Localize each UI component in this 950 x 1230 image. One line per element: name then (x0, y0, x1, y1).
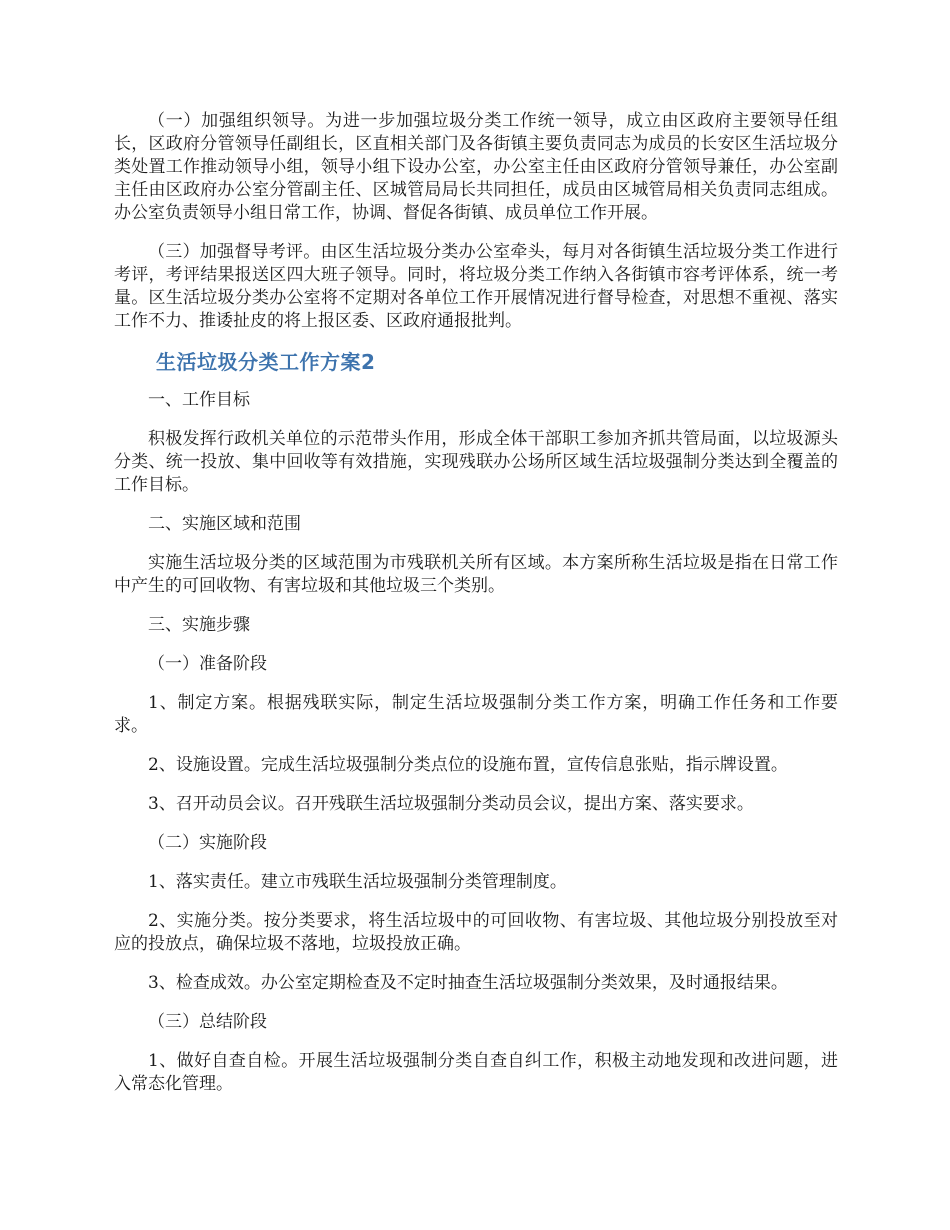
item-assign-responsibility: 1、落实责任。建立市残联生活垃圾强制分类管理制度。 (148, 872, 567, 892)
item-self-inspection: 1、做好自查自检。开展生活垃圾强制分类自查自纠工作，积极主动地发现和改进问题，进入常态化管理。 (114, 1051, 838, 1094)
heading-scope: 二、实施区域和范围 (148, 514, 301, 534)
item-make-plan: 1、制定方案。根据残联实际，制定生活垃圾强制分类工作方案，明确工作任务和工作要求。 (114, 693, 838, 736)
subheading-implementation: （二）实施阶段 (148, 833, 267, 853)
subheading-preparation: （一）准备阶段 (148, 654, 267, 674)
paragraph-supervision-evaluation: （三）加强督导考评。由区生活垃圾分类办公室牵头，每月对各街镇生活垃圾分类工作进行考评，考评结果报送区四大班子领导。同时，将垃圾分类工作纳入各街镇市容考评体系，统一考量。区生活垃圾分类办公室将不定期对各单位工作开展情况进行督导检查，对思想不重视、落实工作不力、推诿扯皮的将上报区委、区政府通报批判。 (114, 242, 838, 331)
item-facility-setup: 2、设施设置。完成生活垃圾强制分类点位的设施布置，宣传信息张贴，指示牌设置。 (148, 755, 788, 775)
paragraph-organization-leadership: （一）加强组织领导。为进一步加强垃圾分类工作统一领导，成立由区政府主要领导任组长，区政府分管领导任副组长，区直相关部门及各街镇主要负责同志为成员的长安区生活垃圾分类处置工作推动领导小组，领导小组下设办公室，办公室主任由区政府分管领导兼任，办公室副主任由区政府办公室分管副主任、区城管局局长共同担任，成员由区城管局相关负责同志组成。办公室负责领导小组日常工作，协调、督促各街镇、成员单位工作开展。 (114, 111, 838, 223)
item-implement-sorting: 2、实施分类。按分类要求，将生活垃圾中的可回收物、有害垃圾、其他垃圾分别投放至对应的投放点，确保垃圾不落地，垃圾投放正确。 (114, 911, 838, 954)
heading-steps: 三、实施步骤 (148, 615, 250, 635)
section-title: 生活垃圾分类工作方案2 (156, 350, 376, 374)
document-body (114, 110, 838, 1112)
heading-work-goal: 一、工作目标 (148, 390, 250, 410)
paragraph-scope: 实施生活垃圾分类的区域范围为市残联机关所有区域。本方案所称生活垃圾是指在日常工作中产生的可回收物、有害垃圾和其他垃圾三个类别。 (114, 553, 838, 596)
paragraph-work-goal: 积极发挥行政机关单位的示范带头作用，形成全体干部职工参加齐抓共管局面，以垃圾源头分类、统一投放、集中回收等有效措施，实现残联办公场所区域生活垃圾强制分类达到全覆盖的工作目标。 (114, 429, 838, 495)
subheading-summary: （三）总结阶段 (148, 1012, 267, 1032)
item-check-results: 3、检查成效。办公室定期检查及不定时抽查生活垃圾强制分类效果，及时通报结果。 (148, 973, 788, 993)
item-mobilization-meeting: 3、召开动员会议。召开残联生活垃圾强制分类动员会议，提出方案、落实要求。 (148, 794, 754, 814)
